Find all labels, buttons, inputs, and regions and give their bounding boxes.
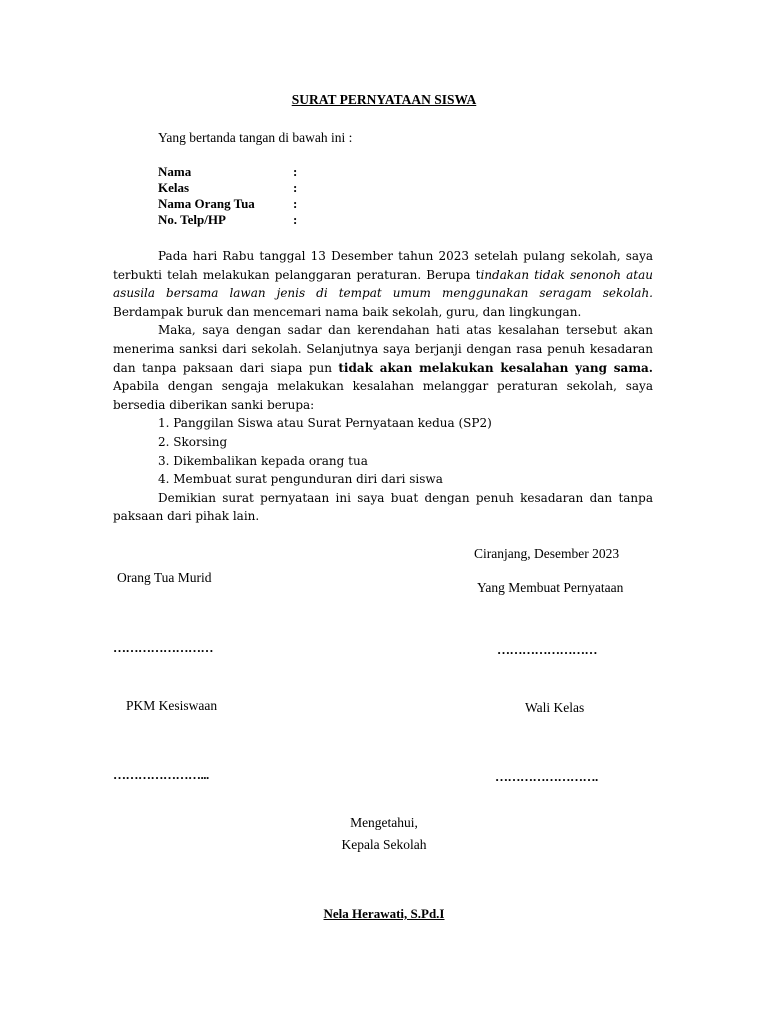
homeroom-signature-label: Wali Kelas: [525, 700, 585, 715]
paragraph-incident: Pada hari Rabu tanggal 13 Desember tahun 2023 setelah pulang sekolah, saya terbukti telah melakukan pelanggaran peraturan. Berupa tindakan tidak senonoh atau asusila bersama lawan jenis di tempat umum menggunakan seragam sekolah. Berdampak buruk dan mencemari nama baik sekolah, guru, dan lingkungan.: [113, 249, 653, 319]
student-signature-line: ……………………: [497, 642, 597, 657]
sanction-item: 2. Skorsing: [158, 434, 228, 449]
field-separator: :: [293, 196, 298, 211]
pkm-signature-line: …………………...: [113, 767, 209, 782]
letter-title: SURAT PERNYATAAN SISWA: [291, 92, 477, 107]
field-label: Nama: [158, 164, 192, 179]
sanction-item: 1. Panggilan Siswa atau Surat Pernyataan kedua (SP2): [158, 416, 492, 431]
identity-fields: [158, 164, 297, 228]
field-nama: [158, 164, 297, 180]
letter-body: [113, 247, 653, 526]
paragraph-closing: Demikian surat pernyataan ini saya buat dengan penuh kesadaran dan tanpa paksaan dari pihak lain.: [113, 490, 653, 524]
sanction-item: 4. Membuat surat pengunduran diri dari siswa: [158, 472, 443, 487]
field-separator: :: [293, 164, 298, 179]
acknowledge-label: Mengetahui,: [350, 815, 418, 830]
field-kelas: [158, 180, 297, 196]
field-separator: :: [293, 180, 298, 195]
field-separator: :: [293, 212, 298, 227]
homeroom-signature-line: …………………….: [495, 769, 598, 784]
student-signature-label: Yang Membuat Pernyataan: [477, 580, 624, 595]
principal-name: Nela Herawati, S.Pd.I: [323, 906, 445, 921]
field-label: No. Telp/HP: [158, 212, 226, 227]
field-label: Kelas: [158, 180, 190, 195]
place-date: Ciranjang, Desember 2023: [474, 546, 620, 561]
parent-signature-label: Orang Tua Murid: [117, 570, 212, 585]
field-nama-orang-tua: [158, 196, 297, 212]
paragraph-statement: Maka, saya dengan sadar dan kerendahan hati atas kesalahan tersebut akan menerima sanksi dari sekolah. Selanjutnya saya berjanji dengan rasa penuh kesadaran dan tanpa paksaan dari siapa pun tidak akan melakukan kesalahan yang sama. Apabila dengan sengaja melakukan kesalahan melanggar peraturan sekolah, saya bersedia diberikan sanki berupa:: [113, 323, 653, 412]
parent-signature-line: ……………………: [113, 640, 213, 655]
intro-text: Yang bertanda tangan di bawah ini :: [158, 130, 353, 145]
sanction-item: 3. Dikembalikan kepada orang tua: [158, 453, 368, 468]
field-no-telp: [158, 212, 297, 228]
field-label: Nama Orang Tua: [158, 196, 255, 211]
principal-title: Kepala Sekolah: [341, 837, 427, 852]
pkm-signature-label: PKM Kesiswaan: [126, 698, 218, 713]
